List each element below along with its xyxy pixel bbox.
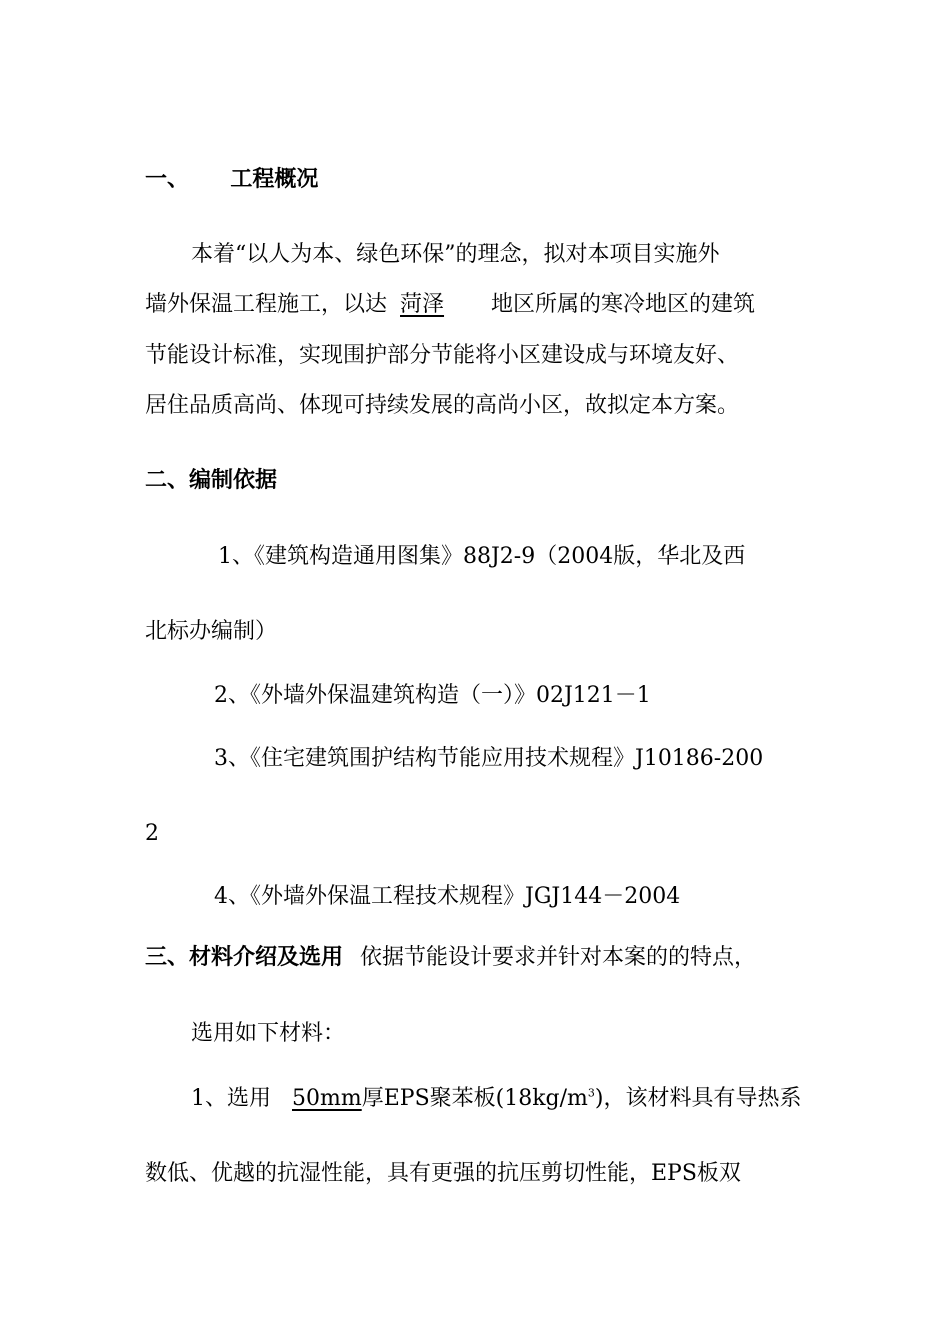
section1-para-line2 [145,291,755,319]
section1-para-line1: 本着“以人为本、绿色环保”的理念，拟对本项目实施外 [191,242,720,267]
reference-4: 4、《外墙外保温工程技术规程》JGJ144－2004 [214,884,681,909]
section3-title: 三、材料介绍及选用 [145,945,344,970]
section3-heading-line [145,944,756,972]
para-text: 墙外保温工程施工，以达 [145,292,388,317]
material-item-1-line2: 数低、优越的抗湿性能，具有更强的抗压剪切性能，EPS板双 [145,1161,741,1186]
location-underline: 菏泽 [400,292,445,317]
section1-para-line3: 节能设计标准，实现围护部分节能将小区建设成与环境友好、 [145,343,740,368]
reference-3-line2: 2 [145,821,159,846]
section2-heading: 二、编制依据 [145,468,278,493]
reference-1-line1: 1、《建筑构造通用图集》88J2-9（2004版，华北及西 [218,544,746,569]
section1-para-line4: 居住品质高尚、体现可持续发展的高尚小区，故拟定本方案。 [145,393,740,418]
para-text: 地区所属的寒冷地区的建筑 [491,292,756,317]
item-text: )，该材料具有导热系 [594,1086,802,1111]
section1-title: 工程概况 [230,167,319,192]
item-number: 1、选用 [191,1086,271,1111]
section1-heading [145,166,318,194]
thickness-underline: 50mm [292,1086,362,1111]
section3-intro: 依据节能设计要求并针对本案的的特点， [360,945,757,970]
section3-intro-line2: 选用如下材料： [191,1021,346,1046]
item-text: 厚EPS聚苯板(18kg/m [361,1086,588,1111]
reference-3-line1: 3、《住宅建筑围护结构节能应用技术规程》J10186-200 [214,746,764,771]
material-item-1-line1 [191,1085,802,1113]
reference-2: 2、《外墙外保温建筑构造（一）》02J121－1 [214,683,651,708]
superscript: 3 [587,1086,595,1100]
section1-number: 一、 [145,167,190,192]
reference-1-line2: 北标办编制） [145,619,278,644]
